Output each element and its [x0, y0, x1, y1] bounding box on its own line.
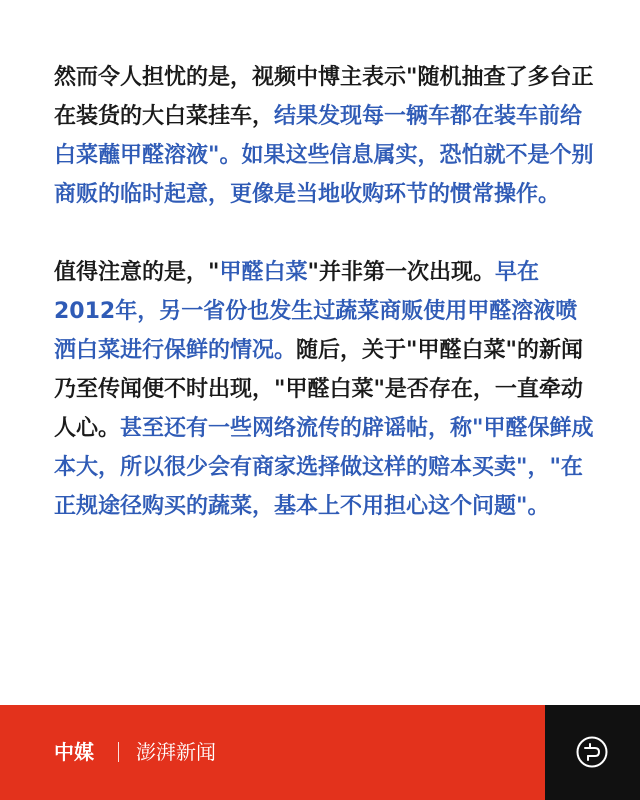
highlighted-text-segment: 早在2012年，另一省份也发生过蔬菜商贩使用甲醛溶液喷洒白菜进行保鲜的情况。: [54, 260, 578, 363]
highlighted-text-segment: 结果发现每一辆车都在装车前给白菜蘸甲醛溶液"。如果这些信息属实，恐怕就不是个别商贩的临时起意，更像是当地收购环节的惯常操作。: [54, 104, 594, 207]
outlet-name: 澎湃新闻: [136, 740, 216, 764]
text-segment: 值得注意的是，": [54, 260, 220, 285]
footer-bar: [0, 705, 640, 800]
article-body: [54, 58, 594, 526]
highlighted-text-segment: 甚至还有一些网络流传的辟谣帖，称"甲醛保鲜成本大，所以很少会有商家选择做这样的赔本买卖"，"在正规途径购买的蔬菜，基本上不用担心这个问题"。: [54, 416, 594, 519]
text-segment: "并非第一次出现。: [307, 260, 495, 285]
article-paragraph: [54, 253, 594, 526]
text-segment: 随后，关于"甲醛白菜"的新闻乃至传闻便不时出现，"甲醛白菜"是否存在，一直牵动人心。: [54, 338, 583, 441]
brand-name: 中媒: [54, 740, 94, 764]
footer-logo-area: [545, 705, 640, 800]
footer-brand-area: [0, 705, 545, 800]
highlighted-text-segment: 甲醛白菜: [219, 260, 308, 285]
thepaper-logo-icon: [575, 735, 609, 769]
text-segment: 然而令人担忧的是，视频中博主表示"随机抽查了多台正在装货的大白菜挂车，: [54, 65, 594, 129]
divider: [118, 742, 119, 762]
article-paragraph: [54, 58, 594, 214]
